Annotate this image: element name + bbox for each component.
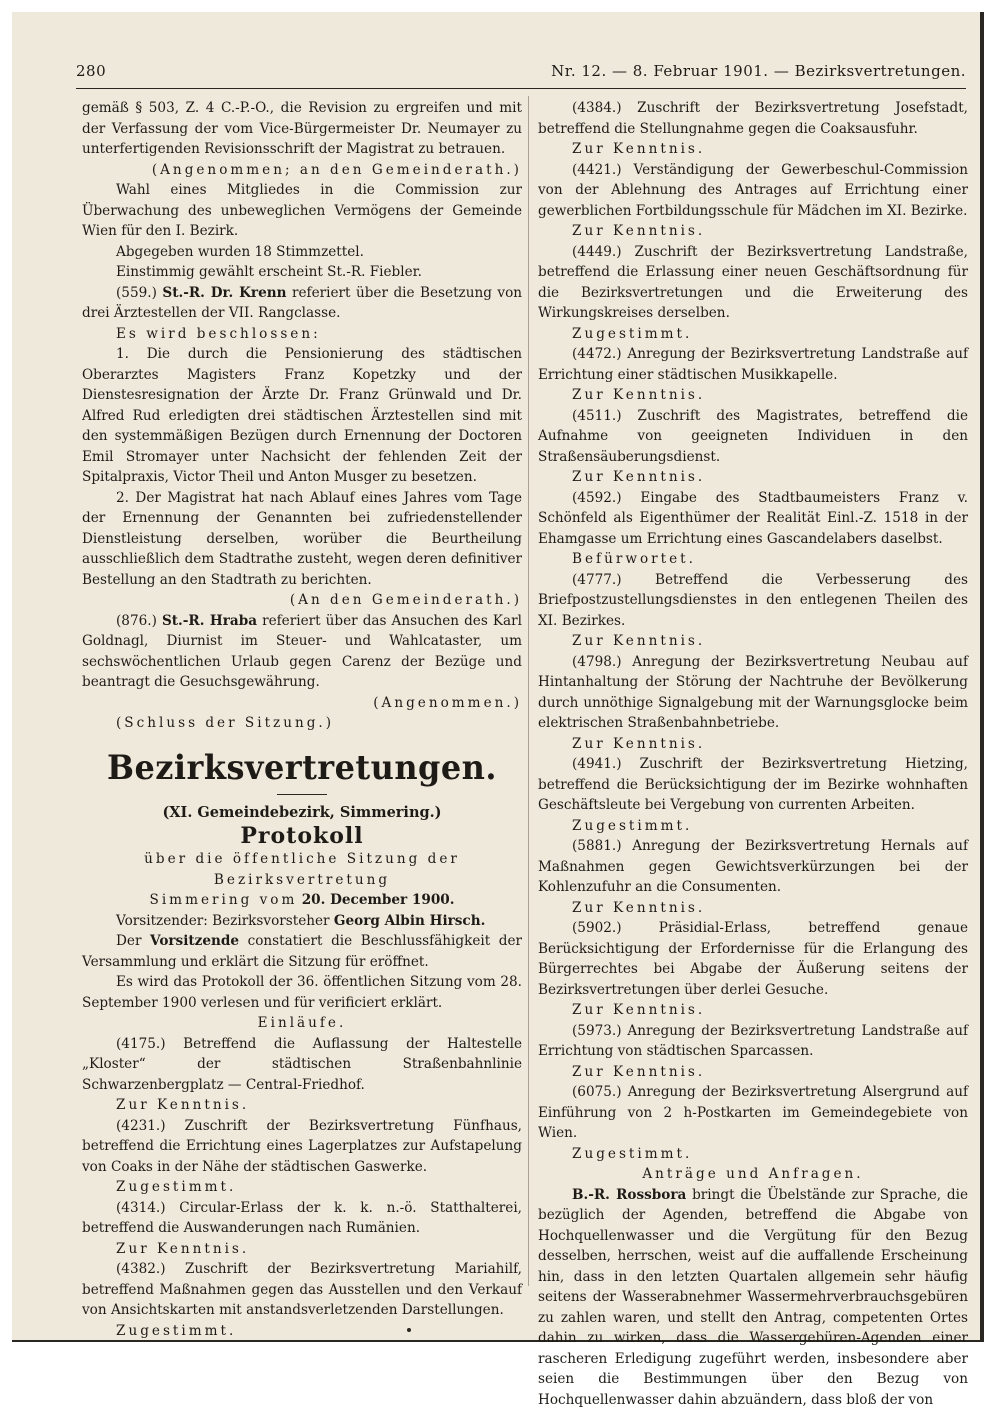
list-item: (4384.) Zuschrift der Bezirksvertretung Josefstadt, betreffend die Stellungnahme gegen die Coaksausfuhr.	[538, 98, 968, 139]
paragraph: Es wird das Protokoll der 36. öffentlichen Sitzung vom 28. September 1900 verlesen und für verificiert erklärt.	[82, 972, 522, 1013]
chair-label: Vorsitzender: Bezirksvorsteher	[116, 913, 330, 929]
list-item: (4472.) Anregung der Bezirksvertretung Landstraße auf Errichtung einer städtischen Musikkapelle.	[538, 344, 968, 385]
list-item: (6075.) Anregung der Bezirksvertretung Alsergrund auf Einführung von 2 h-Postkarten im Gemeindegebiete von Wien.	[538, 1082, 968, 1144]
list-item: (5973.) Anregung der Bezirksvertretung Landstraße auf Errichtung von städtischen Sparcassen.	[538, 1021, 968, 1062]
paragraph: gemäß § 503, Z. 4 C.-P.-O., die Revision zu ergreifen und mit der Verfassung der vom Vice-Bürgermeister Dr. Neumayer zu unterfertigenden Revisionsschrift der Magistrat zu betrauen.	[82, 98, 522, 160]
paragraph: Abgegeben wurden 18 Stimmzettel.	[82, 242, 522, 263]
status-note: Zur Kenntnis.	[82, 1095, 522, 1116]
text: Vorsitzende	[150, 933, 239, 949]
paragraph: 1. Die durch die Pensionierung des städtischen Oberarztes Magisters Franz Kopetzky und der Dienstesresignation der Ärzte Dr. Franz Grünwald und Dr. Alfred Rud erledigten drei städtischen Ärztestellen sind mit den systemmäßigen Bezügen durch Ernennung der Doctoren Emil Stromayer unter Nachsicht der fehlenden Zeit der Spitalpraxis, Victor Theil und Anton Musger zu besetzen.	[82, 344, 522, 488]
list-item: (5902.) Präsidial-Erlass, betreffend genaue Berücksichtigung der Erfordernisse für die Erlangung des Bürgerrechtes bei Abgabe der Äußerung seitens der Bezirksvertretungen über derlei Gesuche.	[538, 918, 968, 1000]
paragraph	[82, 611, 522, 693]
paragraph	[538, 1185, 968, 1410]
left-column	[82, 98, 522, 1283]
list-item: (4175.) Betreffend die Auflassung der Haltestelle „Kloster“ der städtischen Straßenbahnlinie Schwarzenbergplatz — Central-Friedhof.	[82, 1034, 522, 1096]
speaker-name: B.-R. Rossbora	[572, 1187, 686, 1203]
item-text: referiert über die Besetzung von drei Ärztestellen der VII. Rangclasse.	[82, 285, 522, 322]
status-note: Zur Kenntnis.	[538, 898, 968, 919]
subsection-heading: Anträge und Anfragen.	[538, 1164, 968, 1185]
subsection-heading: Einläufe.	[82, 1013, 522, 1034]
list-item: (4592.) Eingabe des Stadtbaumeisters Franz v. Schönfeld als Eigenthümer der Realität Einl.-Z. 1518 in der Ehamgasse um Errichtung eines Gascandelabers daselbst.	[538, 488, 968, 550]
status-note: (Angenommen.)	[82, 693, 522, 714]
paragraph	[82, 931, 522, 972]
status-note: (Angenommen; an den Gemeinderath.)	[82, 160, 522, 181]
session-line	[82, 890, 522, 911]
status-note: Zugestimmt.	[82, 1321, 522, 1342]
status-note: (An den Gemeinderath.)	[82, 590, 522, 611]
print-mark	[407, 1328, 411, 1332]
status-note: Zur Kenntnis.	[538, 139, 968, 160]
protokoll-heading: Protokoll	[82, 823, 522, 849]
running-title: Nr. 12. — 8. Februar 1901. — Bezirksvertretungen.	[551, 62, 966, 80]
right-column	[538, 98, 968, 1283]
page-header	[76, 62, 966, 84]
status-note: Zur Kenntnis.	[82, 1239, 522, 1260]
paragraph: Es wird beschlossen:	[82, 324, 522, 345]
paragraph: Wahl eines Mitgliedes in die Commission zur Überwachung des unbeweglichen Vermögens der Gemeinde Wien für den I. Bezirk.	[82, 180, 522, 242]
status-note: Zugestimmt.	[538, 816, 968, 837]
status-note: Zur Kenntnis.	[538, 631, 968, 652]
status-note: Zur Kenntnis.	[538, 467, 968, 488]
text: Der	[116, 933, 141, 949]
chair-name: Georg Albin Hirsch.	[334, 913, 485, 929]
status-note: Zugestimmt.	[538, 1144, 968, 1165]
session-date: 20. December 1900.	[302, 892, 455, 908]
title-rule	[277, 794, 327, 795]
list-item: (4777.) Betreffend die Verbesserung des Briefpostzustellungsdienstes in den entlegenen Theilen des XI. Bezirkes.	[538, 570, 968, 632]
item-text: bringt die Übelstände zur Sprache, die bezüglich der Agenden, betreffend die Abgabe von Hochquellenwasser und die Vergütung für den Bezug desselben, herrschen, weist auf die auffallende Erscheinung hin, dass in den letzten Quartalen allgemein sehr häufig seitens der Wasserabnehmer Wassermehrverbrauchsgebüren zu zahlen waren, und stellt den Antrag, competenten Ortes dahin zu wirken, dass die Wassergebüren-Agenden einer rascheren Erledigung zugeführt werden, insbesondere aber seien die Bestimmungen über den Bezug von Hochquellenwasser dahin abzuändern, dass bloß der von	[538, 1187, 968, 1408]
list-item: (4231.) Zuschrift der Bezirksvertretung Fünfhaus, betreffend die Errichtung eines Lagerplatzes zur Aufstapelung von Coaks in der Nähe der städtischen Gaswerke.	[82, 1116, 522, 1178]
column-divider	[528, 96, 529, 1286]
item-text: referiert über das Ansuchen des Karl Goldnagl, Diurnist im Steuer- und Wahlcataster, um sechswöchentlichen Urlaub gegen Carenz der Bezüge und beantragt die Gesuchsgewährung.	[82, 613, 522, 691]
text: constatiert die Beschlussfähigkeit der Versammlung und erklärt die Sitzung für eröffnet.	[82, 933, 522, 970]
status-note: Zugestimmt.	[538, 324, 968, 345]
list-item: (4421.) Verständigung der Gewerbeschul-Commission von der Ablehnung des Antrages auf Errichtung einer gewerblichen Fortbildungsschule für Mädchen im XI. Bezirke.	[538, 160, 968, 222]
list-item: (5881.) Anregung der Bezirksvertretung Hernals auf Maßnahmen gegen Gewichtsverkürzungen bei der Kohlenzufuhr an die Consumenten.	[538, 836, 968, 898]
section-title: Bezirksvertretungen.	[95, 748, 509, 788]
item-number: (876.)	[116, 613, 157, 629]
list-item: (4449.) Zuschrift der Bezirksvertretung Landstraße, betreffend die Erlassung einer neuen Geschäftsordnung für die Bezirksvertretungen und die Erweiterung des Wirkungskreises derselben.	[538, 242, 968, 324]
status-note: Zur Kenntnis.	[538, 385, 968, 406]
speaker-name: St.-R. Dr. Krenn	[162, 285, 286, 301]
session-place: Simmering vom	[150, 892, 298, 908]
list-item: (4511.) Zuschrift des Magistrates, betreffend die Aufnahme von geeigneten Individuen in den Straßensäuberungsdienst.	[538, 406, 968, 468]
status-note: Zur Kenntnis.	[538, 1062, 968, 1083]
status-note: Zur Kenntnis.	[538, 221, 968, 242]
paragraph: (Schluss der Sitzung.)	[82, 713, 522, 734]
status-note: Zugestimmt.	[82, 1177, 522, 1198]
session-line: über die öffentliche Sitzung der Bezirksvertretung	[82, 849, 522, 890]
list-item: (4941.) Zuschrift der Bezirksvertretung Hietzing, betreffend die Berücksichtigung der im Bezirke wohnhaften Geschäftsleute bei Vergebung von currenten Arbeiten.	[538, 754, 968, 816]
list-item: (4798.) Anregung der Bezirksvertretung Neubau auf Hintanhaltung der Störung der Nachtruhe der Bevölkerung durch unnöthige Signalgebung mit der Warnungsglocke beim elektrischen Straßenbahnbetriebe.	[538, 652, 968, 734]
speaker-name: St.-R. Hraba	[162, 613, 257, 629]
chair-line	[82, 911, 522, 932]
paragraph	[82, 283, 522, 324]
paragraph: Einstimmig gewählt erscheint St.-R. Fiebler.	[82, 262, 522, 283]
status-note: Befürwortet.	[538, 549, 968, 570]
status-note: Zur Kenntnis.	[538, 734, 968, 755]
item-number: (559.)	[116, 285, 157, 301]
district-heading: (XI. Gemeindebezirk, Simmering.)	[82, 803, 522, 824]
page-number: 280	[76, 62, 106, 80]
paragraph: 2. Der Magistrat hat nach Ablauf eines Jahres vom Tage der Ernennung der Genannten bei zufriedenstellender Dienstleistung derselben, worüber die Beurtheilung ausschließlich dem Stadtrathe zusteht, wegen deren definitiver Bestellung an den Stadtrath zu berichten.	[82, 488, 522, 591]
list-item: (4382.) Zuschrift der Bezirksvertretung Mariahilf, betreffend Maßnahmen gegen das Ausstellen und den Verkauf von Ansichtskarten mit anstandsverletzenden Darstellungen.	[82, 1259, 522, 1321]
header-rule	[76, 88, 966, 89]
status-note: Zur Kenntnis.	[538, 1000, 968, 1021]
list-item: (4314.) Circular-Erlass der k. k. n.-ö. Statthalterei, betreffend die Auswanderungen nach Rumänien.	[82, 1198, 522, 1239]
